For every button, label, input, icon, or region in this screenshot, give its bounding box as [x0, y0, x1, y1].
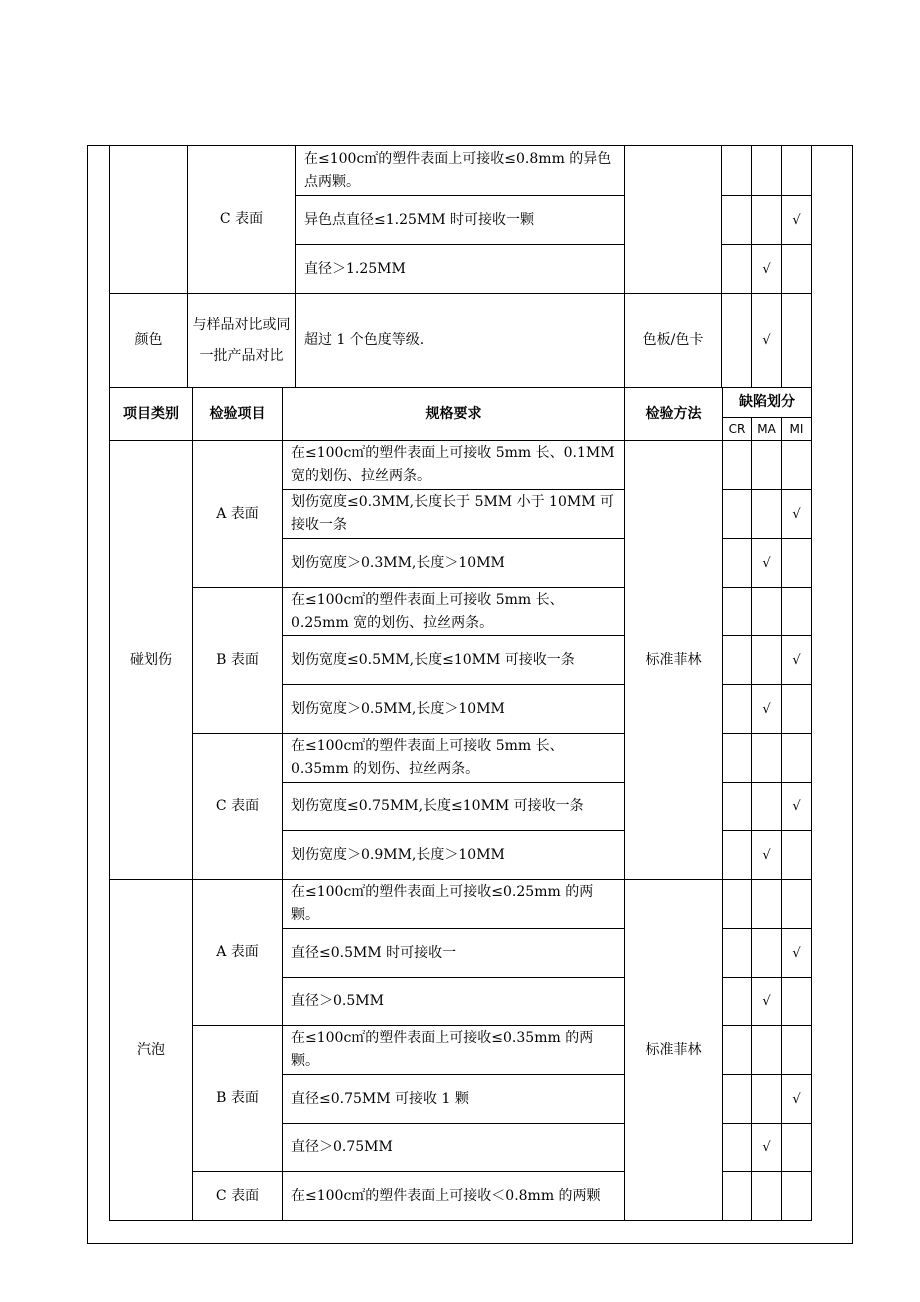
cr-cell	[722, 245, 752, 294]
item-c-surface: C 表面	[193, 734, 283, 880]
inspection-table	[109, 387, 812, 1221]
method-standard-film: 标准菲林	[625, 441, 723, 880]
mi-check: √	[782, 636, 812, 685]
cr-cell	[723, 929, 752, 978]
header-item: 检验项目	[193, 388, 283, 441]
cr-cell	[723, 783, 752, 831]
ma-check: √	[752, 1124, 782, 1172]
mi-cell	[782, 831, 812, 880]
cr-cell	[722, 294, 752, 388]
ma-cell	[752, 783, 782, 831]
mi-check: √	[782, 490, 812, 539]
spec-cell: 划伤宽度＞0.5MM,长度＞10MM	[283, 685, 625, 734]
spec-cell: 划伤宽度＞0.3MM,长度＞10MM	[283, 539, 625, 588]
method-color-card: 色板/色卡	[625, 294, 722, 388]
spec-cell: 划伤宽度≤0.75MM,长度≤10MM 可接收一条	[283, 783, 625, 831]
header-spec: 规格要求	[283, 388, 625, 441]
cr-cell	[723, 685, 752, 734]
spec-cell: 超过 1 个色度等级.	[296, 294, 625, 388]
mi-cell	[782, 734, 812, 783]
cr-cell	[723, 734, 752, 783]
cr-cell	[723, 1172, 752, 1221]
header-ma: MA	[752, 418, 782, 441]
mi-cell	[782, 880, 812, 929]
spec-cell: 直径＞0.75MM	[283, 1124, 625, 1172]
mi-cell	[782, 1172, 812, 1221]
mi-check: √	[782, 196, 812, 245]
spec-cell: 在≤100c㎡的塑件表面上可接收 5mm 长、0.35mm 的划伤、拉丝两条。	[283, 734, 625, 783]
mi-cell	[782, 245, 812, 294]
ma-cell	[752, 441, 782, 490]
ma-check: √	[752, 978, 782, 1026]
mi-cell	[782, 978, 812, 1026]
ma-check: √	[752, 685, 782, 734]
ma-cell	[752, 490, 782, 539]
mi-cell	[782, 539, 812, 588]
spec-cell: 划伤宽度≤0.5MM,长度≤10MM 可接收一条	[283, 636, 625, 685]
ma-cell	[752, 1075, 782, 1124]
cr-cell	[723, 636, 752, 685]
spec-cell: 直径＞1.25MM	[296, 245, 625, 294]
ma-check: √	[752, 539, 782, 588]
mi-cell	[782, 441, 812, 490]
cr-cell	[723, 831, 752, 880]
ma-cell	[752, 734, 782, 783]
cr-cell	[723, 978, 752, 1026]
spec-cell: 直径＞0.5MM	[283, 978, 625, 1026]
spec-cell: 直径≤0.5MM 时可接收一	[283, 929, 625, 978]
ma-cell	[752, 880, 782, 929]
item-c-surface: C 表面	[193, 1172, 283, 1221]
header-mi: MI	[782, 418, 812, 441]
spec-cell: 在≤100c㎡的塑件表面上可接收＜0.8mm 的两颗	[283, 1172, 625, 1221]
cr-cell	[722, 146, 752, 196]
inspection-table-continued	[109, 145, 812, 388]
spec-cell: 划伤宽度≤0.3MM,长度长于 5MM 小于 10MM 可接收一条	[283, 490, 625, 539]
mi-cell	[782, 294, 812, 388]
ma-check: √	[752, 245, 782, 294]
header-category: 项目类别	[110, 388, 193, 441]
spec-cell: 在≤100c㎡的塑件表面上可接收 5mm 长、0.25mm 宽的划伤、拉丝两条。	[283, 588, 625, 636]
category-bubble: 汽泡	[110, 880, 193, 1221]
ma-cell	[752, 1172, 782, 1221]
mi-cell	[782, 1124, 812, 1172]
cr-cell	[723, 588, 752, 636]
spec-cell: 在≤100c㎡的塑件表面上可接收 5mm 长、0.1MM 宽的划伤、拉丝两条。	[283, 441, 625, 490]
method-empty-cell	[625, 146, 722, 294]
mi-check: √	[782, 783, 812, 831]
ma-check: √	[752, 831, 782, 880]
cr-cell	[723, 880, 752, 929]
mi-check: √	[782, 929, 812, 978]
category-empty-cell	[110, 146, 188, 294]
ma-cell	[752, 636, 782, 685]
cr-cell	[723, 1124, 752, 1172]
cr-cell	[723, 490, 752, 539]
mi-cell	[782, 588, 812, 636]
cr-cell	[723, 539, 752, 588]
mi-cell	[782, 146, 812, 196]
mi-cell	[782, 1026, 812, 1075]
header-cr: CR	[723, 418, 752, 441]
category-scratch: 碰划伤	[110, 441, 193, 880]
spec-cell: 异色点直径≤1.25MM 时可接收一颗	[296, 196, 625, 245]
ma-cell	[752, 588, 782, 636]
item-a-surface: A 表面	[193, 441, 283, 588]
spec-cell: 直径≤0.75MM 可接收 1 颗	[283, 1075, 625, 1124]
method-standard-film: 标准菲林	[625, 880, 723, 1221]
ma-cell	[752, 146, 782, 196]
item-a-surface: A 表面	[193, 880, 283, 1026]
item-b-surface: B 表面	[193, 588, 283, 734]
cr-cell	[723, 441, 752, 490]
mi-cell	[782, 685, 812, 734]
spec-cell: 划伤宽度＞0.9MM,长度＞10MM	[283, 831, 625, 880]
cr-cell	[723, 1026, 752, 1075]
header-method: 检验方法	[625, 388, 723, 441]
item-b-surface: B 表面	[193, 1026, 283, 1172]
header-defect: 缺陷划分	[723, 388, 812, 418]
cr-cell	[723, 1075, 752, 1124]
ma-cell	[752, 929, 782, 978]
item-c-surface: C 表面	[188, 146, 296, 294]
ma-cell	[752, 1026, 782, 1075]
category-color: 颜色	[110, 294, 188, 388]
spec-cell: 在≤100c㎡的塑件表面上可接收≤0.25mm 的两颗。	[283, 880, 625, 929]
cr-cell	[722, 196, 752, 245]
item-compare-sample: 与样品对比或同一批产品对比	[188, 294, 296, 388]
spec-cell: 在≤100c㎡的塑件表面上可接收≤0.8mm 的异色点两颗。	[296, 146, 625, 196]
mi-check: √	[782, 1075, 812, 1124]
spec-cell: 在≤100c㎡的塑件表面上可接收≤0.35mm 的两颗。	[283, 1026, 625, 1075]
ma-check: √	[752, 294, 782, 388]
ma-cell	[752, 196, 782, 245]
